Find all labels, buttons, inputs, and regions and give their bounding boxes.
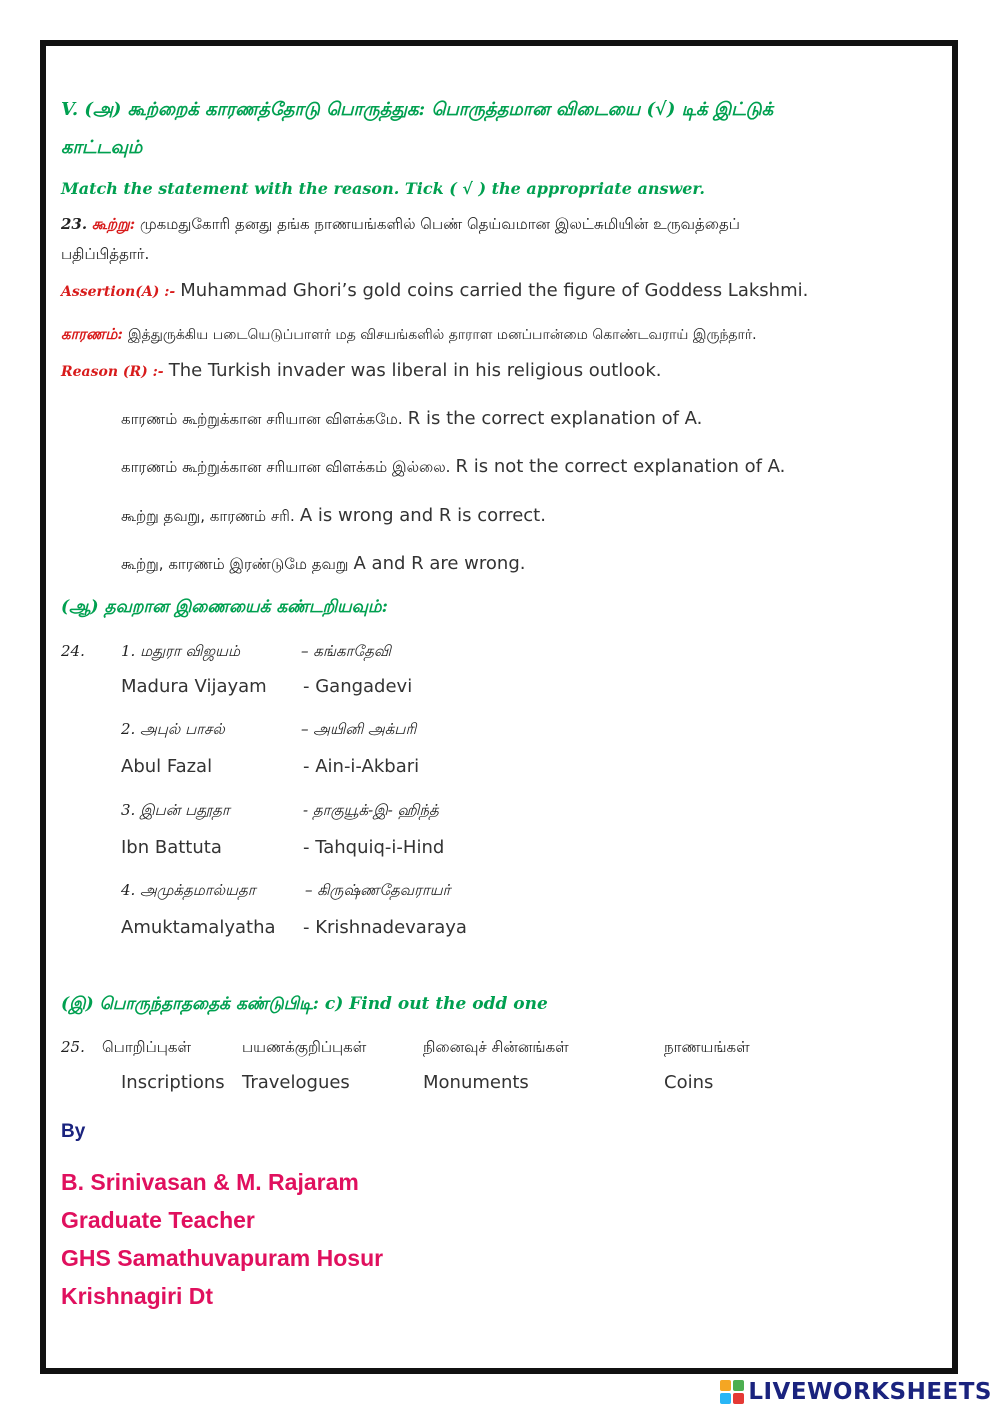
q24-pair-en-left[interactable]: Madura Vijayam [121,676,267,697]
q23-assertion-ta-text: முகமதுகோரி தனது தங்க நாணயங்களில் பெண் தெய்வமான இலட்சுமியின் உருவத்தைப் [140,215,740,233]
q24-number: 24. [61,642,85,660]
q24-pair-ta-right: – கங்காதேவி [301,642,391,660]
q23-assertion-ta-line2: பதிப்பித்தார். [61,245,150,263]
q23-reason-en-text: The Turkish invader was liberal in his religious outlook. [168,360,662,381]
q24-pair-en-left[interactable]: Abul Fazal [121,756,213,777]
q23-assertion-ta-label: கூற்று: [91,215,136,233]
q24-pair-ta-left: 3. இபன் பதூதா [121,801,230,819]
q23-assertion-en-text: Muhammad Ghori’s gold coins carried the figure of Goddess Lakshmi. [180,280,809,301]
liveworksheets-logo-text: LIVEWORKSHEETS [748,1379,992,1405]
section-v-heading-ta-line1: V. (அ) கூற்றைக் காரணத்தோடு பொருத்துக: பொருத்தமான விடையை (√) டிக் இட்டுக் [61,99,774,120]
q23-option-ta: கூற்று தவறு, காரணம் சரி. [121,507,295,525]
q25-item-ta: பொறிப்புகள் [102,1038,192,1056]
q24-pair-ta-left: 1. மதுரா விஜயம் [121,642,241,660]
liveworksheets-logo[interactable] [720,1377,992,1407]
liveworksheets-logo-icon [720,1380,744,1404]
q23-assertion-ta-row [61,215,740,235]
q24-pair-ta-right: – கிருஷ்ணதேவராயர் [305,881,451,899]
author-line: Krishnagiri Dt [61,1283,214,1309]
q23-option-en: A and R are wrong. [353,553,526,574]
q24-pair-en-right[interactable]: - Krishnadevaraya [303,917,467,938]
q23-reason-ta-label: காரணம்: [61,325,123,343]
q23-option[interactable] [121,408,702,430]
q24-pair-ta-left: 2. அபுல் பாசல் [121,720,225,738]
q23-option-ta: காரணம் கூற்றுக்கான சரியான விளக்கம் இல்லை. [121,458,451,476]
section-v-heading-ta-line2: காட்டவும் [61,137,143,158]
q25-item-en[interactable]: Travelogues [242,1072,350,1093]
q23-option[interactable] [121,505,546,527]
author-line: GHS Samathuvapuram Hosur [61,1245,384,1271]
q23-reason-en-row [61,360,661,381]
credits-by: By [61,1121,86,1142]
q23-reason-ta-text: இத்துருக்கிய படையெடுப்பாளர் மத விசயங்களில் தாராள மனப்பான்மை கொண்டவராய் இருந்தார். [127,327,757,343]
q24-pair-ta-right: – அயினி அக்பரி [301,720,417,738]
q25-item-en[interactable]: Inscriptions [121,1072,225,1093]
q24-pair-en-left[interactable]: Ibn Battuta [121,837,222,858]
q24-pair-en-right[interactable]: - Gangadevi [303,676,413,697]
q23-option-en: A is wrong and R is correct. [299,505,546,526]
q23-option-en: R is not the correct explanation of A. [455,456,786,477]
q23-option-ta: காரணம் கூற்றுக்கான சரியான விளக்கமே. [121,410,403,428]
section-i-heading: (இ) பொருந்தாததைக் கண்டுபிடி: c) Find out the odd one [61,994,548,1014]
q23-assertion-en-row [61,280,808,301]
q23-option[interactable] [121,456,785,478]
q23-number: 23. [61,215,88,233]
q25-item-en[interactable]: Coins [664,1072,714,1093]
q25-item-en[interactable]: Monuments [423,1072,529,1093]
q23-option-ta: கூற்று, காரணம் இரண்டுமே தவறு [121,555,349,573]
q24-pair-ta-left: 4. அமுக்தமால்யதா [121,881,256,899]
q23-reason-en-label: Reason (R) :- [61,364,164,380]
q25-number: 25. [61,1038,85,1056]
q24-pair-en-right[interactable]: - Tahquiq-i-Hind [303,837,445,858]
section-aa-heading: (ஆ) தவறான இணையைக் கண்டறியவும்: [61,597,388,617]
section-v-heading-en: Match the statement with the reason. Tick ( √ ) the appropriate answer. [61,179,705,198]
author-line: B. Srinivasan & M. Rajaram [61,1169,359,1195]
q25-item-ta: பயணக்குறிப்புகள் [242,1038,367,1056]
author-line: Graduate Teacher [61,1207,255,1233]
q23-option[interactable] [121,553,525,575]
q23-reason-ta-row [61,324,757,345]
q24-pair-ta-right: - தாகுயூக்-இ- ஹிந்த் [303,801,439,819]
q25-item-ta: நினைவுச் சின்னங்கள் [423,1038,569,1056]
q25-item-ta: நாணயங்கள் [664,1038,750,1056]
q24-pair-en-right[interactable]: - Ain-i-Akbari [303,756,420,777]
q23-option-en: R is the correct explanation of A. [407,408,703,429]
q23-assertion-en-label: Assertion(A) :- [61,284,176,300]
q24-pair-en-left[interactable]: Amuktamalyatha [121,917,276,938]
